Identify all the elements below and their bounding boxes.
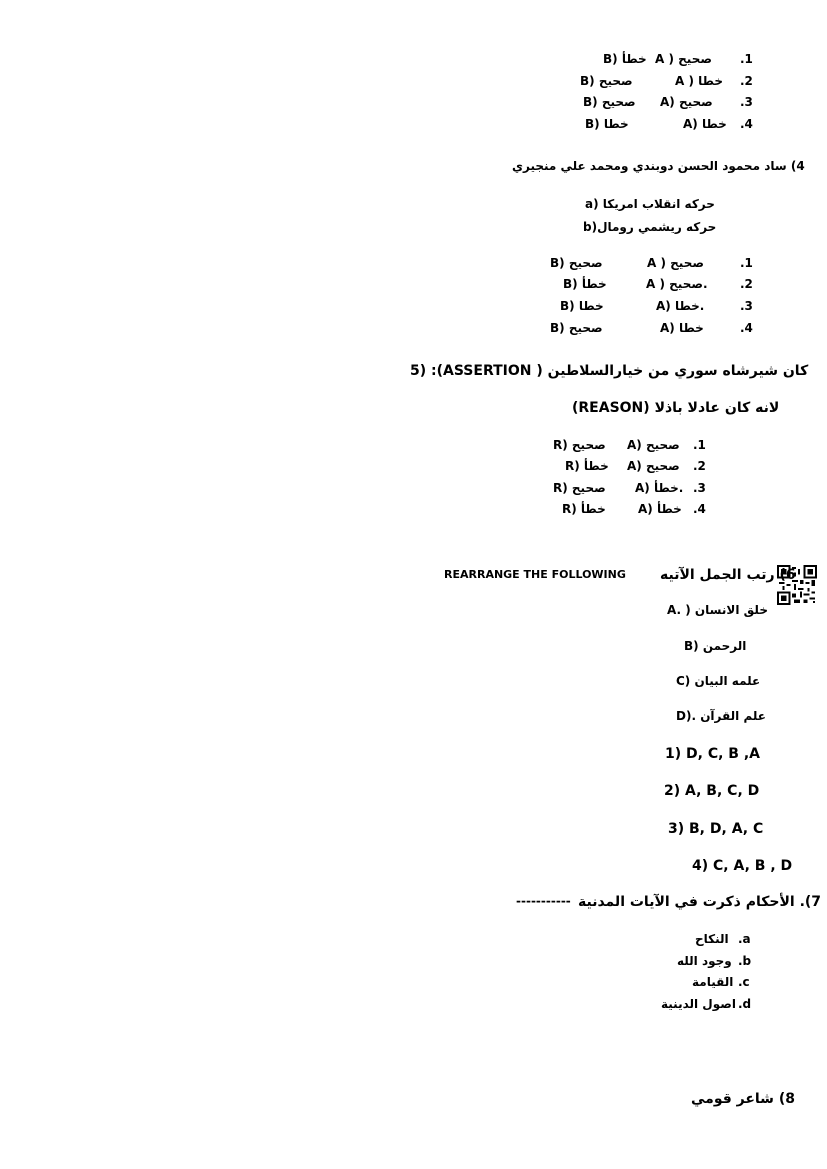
q3-option-3-a: A) صحيح: [660, 95, 713, 109]
q5-option-4-a: A) خطأ: [638, 502, 682, 516]
q6-title-arabic: 6) رتب الجمل الآتيه: [660, 567, 796, 583]
q3-option-4-a: A) خطا: [683, 117, 727, 131]
q4-option-4-b: B) صحيح: [550, 321, 603, 335]
q7-option-c-letter: .c: [738, 975, 750, 989]
q3-option-3-number: .3: [740, 95, 753, 109]
q4-item-b: b)حركه ريشمي رومال: [583, 220, 717, 234]
q6-answer-3: 3) B, D, A, C: [668, 821, 764, 837]
q3-option-2-number: .2: [740, 74, 753, 88]
q4-option-4-number: .4: [740, 321, 753, 335]
q5-option-1-number: .1: [693, 438, 706, 452]
q4-title: 4) ساد محمود الحسن دوبندي ومحمد علي منجيري: [512, 159, 805, 173]
q5-option-2-r: R) خطأ: [565, 459, 609, 473]
q6-answer-4: 4) C, A, B , D: [692, 858, 793, 874]
q4-option-3-b: B) خطا: [560, 299, 604, 313]
q4-option-1-b: B) صحيح: [550, 256, 603, 270]
q3-option-3-b: B) صحيح: [583, 95, 636, 109]
q5-option-1-r: R) صحيح: [553, 438, 606, 452]
q6-item-c: C) علمه البيان: [676, 674, 761, 688]
q7-option-a-letter: .a: [738, 932, 751, 946]
q4-option-4-a: A) خطا: [660, 321, 704, 335]
q7-option-d-letter: .d: [738, 997, 752, 1011]
q5-option-3-r: R) صحيح: [553, 481, 606, 495]
q3-option-2-b: B) صحيح: [580, 74, 633, 88]
q7-option-b-text: وجود الله: [677, 954, 732, 968]
q7-option-b-letter: .b: [738, 954, 752, 968]
q5-option-2-a: A) صحيح: [627, 459, 680, 473]
q4-item-a: a) حركه انقلاب امريكا: [585, 197, 715, 211]
q6-title-english: REARRANGE THE FOLLOWING: [444, 568, 626, 581]
q4-option-2-a: A ) صحيح.: [646, 277, 708, 291]
q4-option-3-a: A) خطا.: [656, 299, 705, 313]
q3-option-4-b: B) خطا: [585, 117, 629, 131]
q3-option-2-a: A ) خطا: [675, 74, 723, 88]
q5-assertion: 5) :(ASSERTION ) كان شيرشاه سوري من خيارالسلاطين: [410, 363, 809, 379]
q7-blank: -----------: [516, 894, 571, 908]
q5-reason: (REASON) لانه كان عادلا باذلا: [572, 400, 780, 416]
q3-option-1-b: B) خطأ: [603, 52, 647, 66]
q4-option-1-number: .1: [740, 256, 753, 270]
q7-option-d-text: اصول الدينية: [661, 997, 736, 1011]
q5-option-4-number: .4: [693, 502, 706, 516]
q6-answer-1: 1) D, C, B ,A: [665, 746, 760, 762]
q4-option-2-number: .2: [740, 277, 753, 291]
q6-item-a: A. ) خلق الانسان: [667, 603, 768, 617]
q3-option-4-number: .4: [740, 117, 753, 131]
q5-option-1-a: A) صحيح: [627, 438, 680, 452]
q5-option-4-r: R) خطأ: [562, 502, 606, 516]
q6-item-b: B) الرحمن: [684, 639, 747, 653]
q4-option-1-a: A ) صحيح: [647, 256, 704, 270]
q7-option-c-text: القيامة: [692, 975, 734, 989]
q4-option-3-number: .3: [740, 299, 753, 313]
q7-title: 7). الأحكام ذكرت في الآيات المدنية: [578, 894, 822, 910]
q5-option-3-number: .3: [693, 481, 706, 495]
q4-option-2-b: B) خطأ: [563, 277, 607, 291]
q6-answer-2: 2) A, B, C, D: [664, 783, 760, 799]
q6-item-d: D). علم القرآن: [676, 709, 766, 723]
q8-title: 8) شاعر قومي: [691, 1091, 795, 1107]
q3-option-1-a: A ) صحيح: [655, 52, 712, 66]
q5-option-2-number: .2: [693, 459, 706, 473]
q3-option-1-number: .1: [740, 52, 753, 66]
q7-option-a-text: النكاح: [695, 932, 729, 946]
q5-option-3-a: A) خطأ.: [635, 481, 684, 495]
